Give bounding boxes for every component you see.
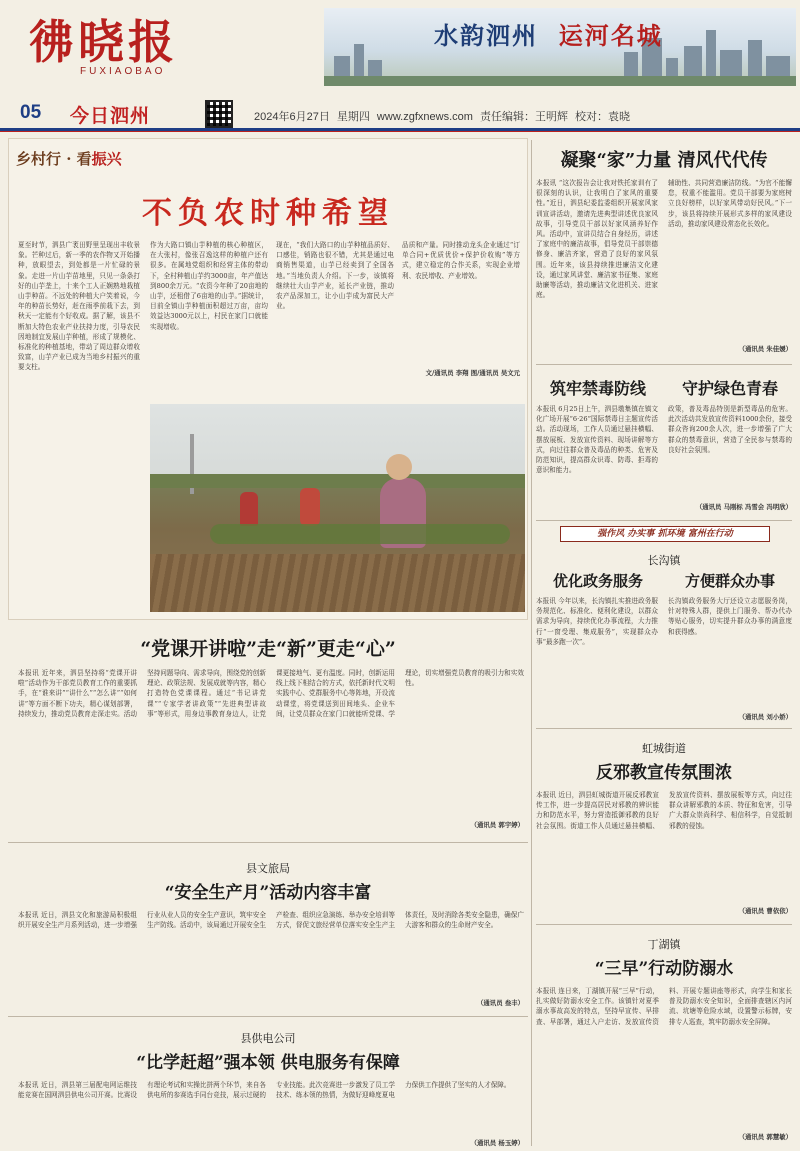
section-name: 今日泗州 (70, 105, 151, 127)
hongcheng-kicker: 虹城街道 (642, 742, 686, 755)
power-supply-kicker: 县供电公司 (240, 1032, 296, 1045)
family-values-text-a: 本报讯 “这次报告会让我对铁托家训有了很深刻的认识，让我明白了家风的重要性。”近日，泗县纪委监委组织开展家风家训宣讲活动，邀请先进典型讲述优良家风故事，引导党员干部以好家风涵养好作风。活动中，宣讲员结合自身经历，讲述了家庭中的廉洁故事，倡导党员干部崇德修身、廉洁齐家，营造了良好的家风氛围。近年来，该县持续推进廉洁文化建设，通过家风讲堂、廉洁家书征集、家庭助廉等活动，推动廉洁文化进机关、进家庭。 (536, 179, 658, 300)
feature-headline: 不负农时种希望 (142, 196, 394, 231)
culture-tourism-kicker: 县文旅局 (246, 862, 290, 875)
column-tag: 乡村行 · 看振兴 (16, 150, 122, 168)
anti-drug-text-left: 本报讯 6月25日上午，泗县墩集镇在镇文化广场开展“6·26”国际禁毒日主题宣传活动。活动现场，工作人员通过悬挂横幅、摆放展板、发放宣传资料、现场讲解等方式，向过往群众普及毒品的种类、危害及防范知识，提高群众识毒、防毒、拒毒的意识和能力。 (536, 405, 658, 475)
page-number: 05 (20, 102, 42, 123)
party-class-headline: “党课开讲啦”走“新”更走“心” (140, 638, 396, 660)
divider (536, 728, 792, 729)
hongcheng-text: 本报讯 近日，泗县虹城街道开展反邪教宣传工作，进一步提高居民对邪教的辨识能力和防范水平，努力营造抵御邪教的良好社会氛围。街道工作人员通过悬挂横幅、发放宣传资料、摆放展板等方式，向过往群众讲解邪教的本质、特征和危害，引导广大群众崇尚科学、相信科学，自觉抵制邪教的侵蚀。 (536, 791, 792, 830)
hongcheng-byline: （通讯员 曹依依） (738, 907, 792, 915)
family-values-headline: 凝聚“家”力量 清风代代传 (560, 150, 768, 171)
column-divider (531, 140, 532, 1146)
party-class-byline: （通讯员 郭宇婷） (470, 821, 524, 829)
feature-text-col1: 夏至时节，泗县广袤田野里呈现出丰收景象。芒种过后，新一季的农作物又开始播种，放眼望去，到处都是一片忙碌的景象。走进一片山芋苗地里，只见一条条打好的山芋垄上，十来个工人正娴熟地栽植山芋种苗。不远处的种植大户笑着说，今年的种苗长势好，赶在雨季前栽下去，到秋天一定能有个好收成。据了解，该县不断加大特色农业产业扶持力度，引导农民因地制宜发展山芋种植，形成了规模化、标准化的种植基地，带动了周边群众增收致富，山芋产业已成为当地乡村振兴的重要支柱。 (18, 241, 140, 372)
campaign-banner: 强作风 办实事 抓环境 富州在行动 (560, 526, 770, 542)
anti-drug-text-right: 政策，普及毒品特别是新型毒品的危害。此次活动共发放宣传资料1000余份，接受群众咨询200余人次，进一步增强了广大群众的禁毒意识，营造了全民参与禁毒的良好社会氛围。 (668, 405, 792, 454)
farm-workers-photo (150, 404, 525, 612)
family-values-byline: （通讯员 朱佳媛） (738, 345, 792, 353)
divider (536, 364, 792, 365)
feature-byline: 文/通讯员 李翔 图/通讯员 吴文元 (425, 369, 520, 377)
power-supply-headline: “比学赶超”强本领 供电服务有保障 (136, 1053, 400, 1073)
dinghu-kicker: 丁湖镇 (647, 938, 681, 951)
feature-text-col4: 品质和产量。同时推动龙头企业通过“订单合同+优质优价+保护价收购”等方式，建立稳定的合作关系，实现企业增利、农民增收、产业增效。 (402, 241, 520, 280)
gov-service-byline: （通讯员 刘小娇） (738, 713, 792, 721)
culture-tourism-byline: （通讯员 叁丰） (477, 999, 524, 1007)
newspaper-logo: 彿晓报 (28, 15, 178, 69)
date-and-editor-line: 2024年6月27日 星期四 www.zgfxnews.com 责任编辑：王明辉 校对：袁晓 (254, 111, 631, 123)
party-class-text: 本报讯 近年来，泗县坚持将“党课开讲啦”活动作为干部党员教育工作的重要抓手，在“谁来讲”“讲什么”“怎么讲”“如何讲”等方面不断下功夫，精心谋划部署，持续发力，推动党员教育走深走实。活动坚持问题导向、需求导向，围绕党的创新理论、政策法规、发展成就等内容，精心打造特色党课课程。通过“书记讲党课”“专家学者讲政策”“先进典型讲故事”等形式，用身边事教育身边人，让党课更接地气、更有温度。同时，创新运用线上线下相结合的方式，依托新时代文明实践中心、党群服务中心等阵地，开设流动课堂，将党课送到田间地头、企业车间，让党员群众在家门口就能听党课、学理论，切实增强党员教育的吸引力和实效性。 (18, 669, 524, 718)
divider (8, 1016, 528, 1017)
dinghu-text: 本报讯 连日来，丁湖镇开展“三早”行动，扎实做好防溺水安全工作。该镇针对夏季溺水事故高发的特点，坚持早宣传、早排查、早部署，通过入户走访、发放宣传资料、开展专题讲座等形式，向学生和家长普及防溺水安全知识，全面排查辖区内河流、坑塘等危险水域，设置警示标牌，安排专人巡查，筑牢防溺水安全屏障。 (536, 987, 792, 1026)
culture-tourism-headline: “安全生产月”活动内容丰富 (164, 883, 372, 903)
anti-drug-byline: （通讯员 马刚标 冯雪会 冯明欣） (695, 503, 792, 511)
qr-code-icon (205, 100, 233, 128)
feature-text-col3: 现在，“我们大路口的山芋种植品质好、口感佳，销路也很不错，尤其是通过电商销售渠道，山芋已经卖到了全国各地。”当地负责人介绍。下一步，该镇将继续壮大山芋产业，延长产业链，推动农产品深加工，让小山芋成为富民大产业。 (276, 241, 394, 311)
divider (536, 520, 792, 521)
feature-text-col2: 作为大路口镇山芋种植的核心种植区，在大张村，像张召逸这样的种植户还有很多。在属地党组织和经营主体的带动下，全村种植山芋约3000亩，年产值达到800余万元。“农资今年种了20亩地的山芋，还租借了6亩地的山芋。”据统计，目前全镇山芋种植面积超过万亩，亩均效益达3000元以上，村民在家门口就能实现增收。 (150, 241, 268, 331)
family-values-text-b: 辅助性、共同营造廉洁防线。“为官不能懈怠，权重不能滥用。党员干部要为家庭树立良好榜样，以好家风带动好民风。”下一步，该县将持续开展形式多样的家风建设活动，推动家风建设常态化长效化。 (668, 179, 792, 228)
anti-drug-headline-left: 筑牢禁毒防线 (549, 379, 646, 398)
gov-service-text-right: 长沟镇政务服务大厅还设立志愿服务岗，针对特殊人群，提供上门服务、帮办代办等贴心服务，切实提升群众办事的满意度和获得感。 (668, 597, 792, 636)
divider (536, 924, 792, 925)
banner-image (324, 8, 796, 86)
power-supply-text: 本报讯 近日，泗县第三届配电网运维技能竞赛在国网泗县供电公司开赛。比赛设有理论考试和实操比拼两个环节，来自各供电所的参赛选手同台竞技，展示过硬的专业技能。此次竞赛进一步激发了员工学技术、练本领的热情，为做好迎峰度夏电力保供工作提供了坚实的人才保障。 (18, 1081, 511, 1100)
gov-service-headline-left: 优化政务服务 (552, 572, 643, 590)
culture-tourism-text: 本报讯 近日，泗县文化和旅游局积极组织开展安全生产月系列活动，进一步增强行业从业人员的安全生产意识，筑牢安全生产防线。活动中，该局通过开展安全生产检查、组织应急演练、举办安全培训等方式，督促文旅经营单位落实安全生产主体责任，及时消除各类安全隐患，确保广大游客和群众的生命财产安全。 (18, 911, 524, 930)
masthead-rule (0, 128, 800, 132)
dinghu-byline: （通讯员 郭慧敏） (738, 1133, 792, 1141)
gov-service-text-left: 本报讯 今年以来，长沟镇扎实推进政务服务规范化、标准化、便利化建设，以群众需求为导向，持续优化办事流程，大力推行“一窗受理、集成服务”，实现群众办事“最多跑一次”。 (536, 597, 658, 646)
divider (8, 842, 528, 843)
anti-drug-headline-right: 守护绿色青春 (681, 379, 778, 398)
hongcheng-headline: 反邪教宣传氛围浓 (596, 763, 732, 783)
dinghu-headline: “三早”行动防溺水 (594, 959, 734, 979)
gov-service-headline-right: 方便群众办事 (684, 572, 775, 590)
gov-service-kicker: 长沟镇 (647, 554, 681, 567)
banner-slogan: 水韵泗州 运河名城 (434, 21, 663, 50)
power-supply-byline: （通讯员 杨玉婷） (470, 1139, 524, 1147)
newspaper-logo-pinyin: FUXIAOBAO (80, 66, 166, 77)
